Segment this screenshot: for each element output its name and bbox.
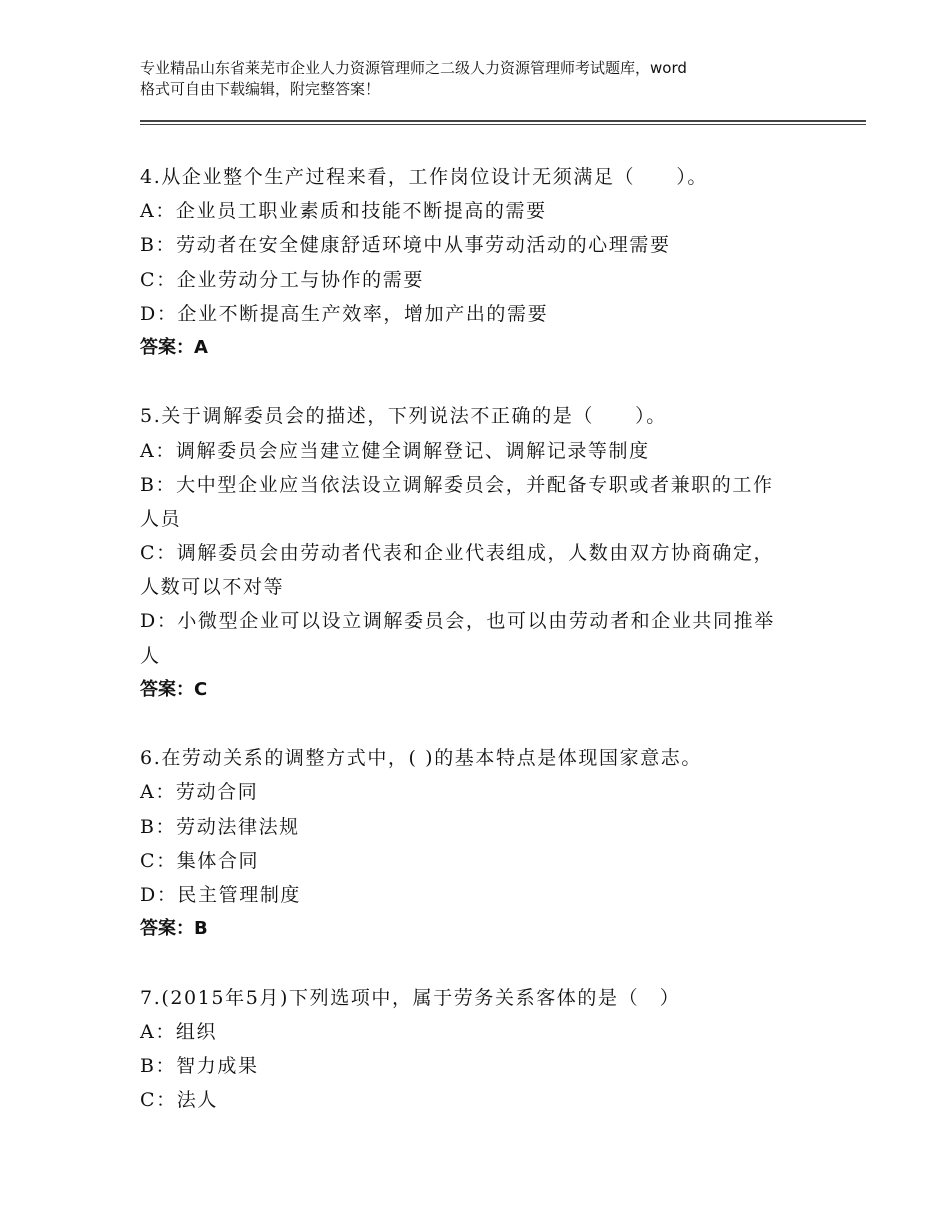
question-4-stem: 4.从企业整个生产过程来看，工作岗位设计无须满足（ ）。 [140,166,709,188]
question-5-option-a: A：调解委员会应当建立健全调解登记、调解记录等制度 [140,439,650,462]
question-5-option-d: D：小微型企业可以设立调解委员会，也可以由劳动者和企业共同推举 [140,610,775,633]
question-4-option-a: A：企业员工职业素质和技能不断提高的需要 [140,200,547,223]
question-5-option-d-cont: 人 [140,644,161,667]
question-6-option-b: B：劳动法律法规 [140,815,300,838]
question-5-stem: 5.关于调解委员会的描述，下列说法不正确的是（ ）。 [140,405,667,428]
question-7-stem: 7.(2015年5月)下列选项中，属于劳务关系客体的是（ ） [140,986,681,1009]
question-4-answer: 答案：A [140,336,208,358]
header-line-1: 专业精品山东省莱芜市企业人力资源管理师之二级人力资源管理师考试题库，word [140,59,687,77]
question-5-option-c-cont: 人数可以不对等 [140,576,285,599]
question-5-answer: 答案：C [140,678,208,700]
header-divider-thin [140,124,866,125]
document-header [140,58,830,100]
question-7-option-b: B：智力成果 [140,1054,259,1077]
header-divider-thick [140,120,866,122]
question-6-stem: 6.在劳动关系的调整方式中，( )的基本特点是体现国家意志。 [140,747,702,770]
question-7-option-c: C：法人 [140,1089,218,1112]
question-7-option-a: A：组织 [140,1020,218,1043]
question-list [140,160,820,1117]
question-6-option-a: A：劳动合同 [140,781,259,804]
question-5-option-c: C：调解委员会由劳动者代表和企业代表组成，人数由双方协商确定， [140,542,775,565]
spacer [140,365,820,399]
question-6-option-c: C：集体合同 [140,849,260,872]
spacer [140,707,820,741]
spacer [140,946,820,980]
header-line-2: 格式可自由下载编辑，附完整答案！ [140,80,381,98]
question-4-option-c: C：企业劳动分工与协作的需要 [140,268,424,291]
question-4-option-d: D：企业不断提高生产效率，增加产出的需要 [140,302,549,325]
question-5-option-b: B：大中型企业应当依法设立调解委员会，并配备专职或者兼职的工作 [140,473,774,496]
question-4-option-b: B：劳动者在安全健康舒适环境中从事劳动活动的心理需要 [140,234,671,257]
question-6-answer: 答案：B [140,918,208,940]
question-5-option-b-cont: 人员 [140,507,182,530]
question-6-option-d: D：民主管理制度 [140,883,302,906]
